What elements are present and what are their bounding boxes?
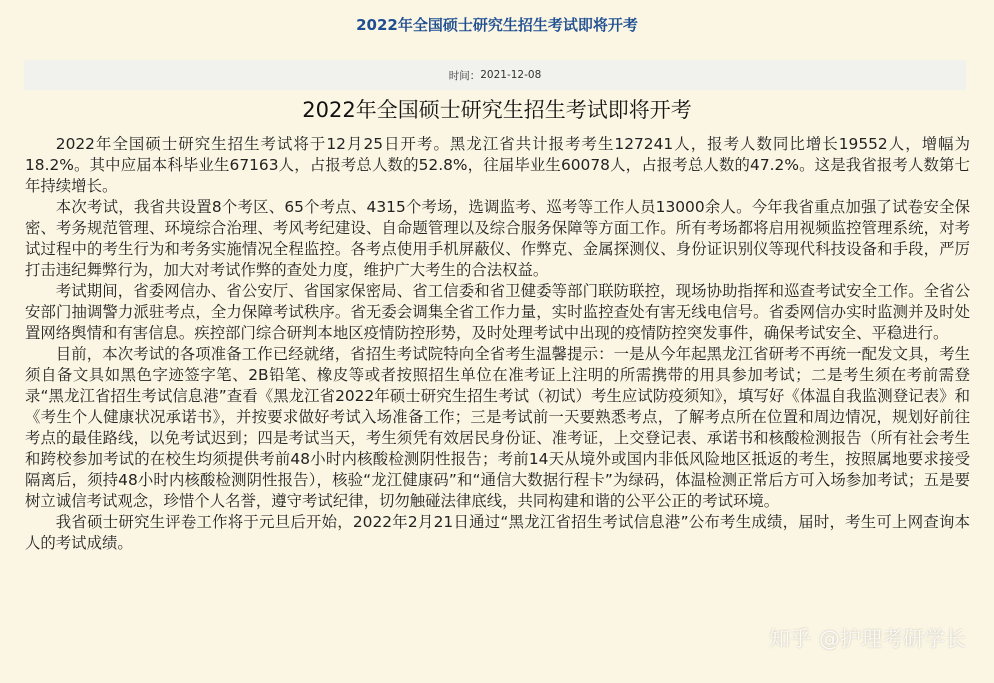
meta-bar xyxy=(24,60,966,90)
paragraph: 我省硕士研究生评卷工作将于元旦后开始，2022年2月21日通过“黑龙江省招生考试信息港”公布考生成绩，届时，考生可上网查询本人的考试成绩。 xyxy=(25,513,970,552)
watermark-site: 知乎 xyxy=(769,627,811,651)
time-value: 2021-12-08 xyxy=(480,69,542,81)
watermark-author: @护理考研学长 xyxy=(819,627,966,651)
watermark xyxy=(769,623,966,653)
page-header-title[interactable]: 2022年全国硕士研究生招生考试即将开考 xyxy=(356,15,638,34)
paragraph: 考试期间，省委网信办、省公安厅、省国家保密局、省工信委和省卫健委等部门联防联控，现场协助指挥和巡查考试安全工作。全省公安部门抽调警力派驻考点，全力保障考试秩序。省无委会调集全省工作力量，实时监控查处有害无线电信号。省委网信办实时监测并及时处置网络舆情和有害信息。疾控部门综合研判本地区疫情防控形势，及时处理考试中出现的疫情防控突发事件，确保考试安全、平稳进行。 xyxy=(25,282,970,342)
paragraph: 2022年全国硕士研究生招生考试将于12月25日开考。黑龙江省共计报考考生127241人，报考人数同比增长19552人，增幅为18.2%。其中应届本科毕业生67163人，占报考总人数的52.8%，往届毕业生60078人，占报考总人数的47.2%。这是我省报考人数第七年持续增长。 xyxy=(25,135,970,195)
time-label: 时间： xyxy=(448,69,481,82)
article-title: 2022年全国硕士研究生招生考试即将开考 xyxy=(302,98,692,122)
article-body xyxy=(25,134,970,554)
paragraph: 本次考试，我省共设置8个考区、65个考点、4315个考场，选调监考、巡考等工作人员13000余人。今年我省重点加强了试卷安全保密、考务规范管理、环境综合治理、考风考纪建设、自命题管理以及综合服务保障等方面工作。所有考场都将启用视频监控管理系统，对考试过程中的考生行为和考务实施情况全程监控。各考点使用手机屏蔽仪、作弊克、金属探测仪、身份证识别仪等现代科技设备和手段，严厉打击违纪舞弊行为，加大对考试作弊的查处力度，维护广大考生的合法权益。 xyxy=(25,198,970,279)
paragraph: 目前，本次考试的各项准备工作已经就绪，省招生考试院特向全省考生温馨提示：一是从今年起黑龙江省研考不再统一配发文具，考生须自备文具如黑色字迹签字笔、2B铅笔、橡皮等或者按照招生单位在准考证上注明的所需携带的用具参加考试；二是考生须在考前需登录“黑龙江省招生考试信息港”查看《黑龙江省2022年硕士研究生招生考试（初试）考生应试防疫须知》，填写好《体温自我监测登记表》和《考生个人健康状况承诺书》，并按要求做好考试入场准备工作；三是考试前一天要熟悉考点，了解考点所在位置和周边情况，规划好前往考点的最佳路线，以免考试迟到；四是考试当天，考生须凭有效居民身份证、准考证，上交登记表、承诺书和核酸检测报告（所有社会考生和跨校参加考试的在校生均须提供考前48小时内核酸检测阴性报告；考前14天从境外或国内非低风险地区抵返的考生，按照属地要求接受隔离后，须持48小时内核酸检测阴性报告），核验“龙江健康码”和“通信大数据行程卡”为绿码，体温检测正常后方可入场参加考试；五是要树立诚信考试观念，珍惜个人名誉，遵守考试纪律，切勿触碰法律底线，共同构建和谐的公平公正的考试环境。 xyxy=(25,345,970,510)
page-header xyxy=(0,0,994,48)
